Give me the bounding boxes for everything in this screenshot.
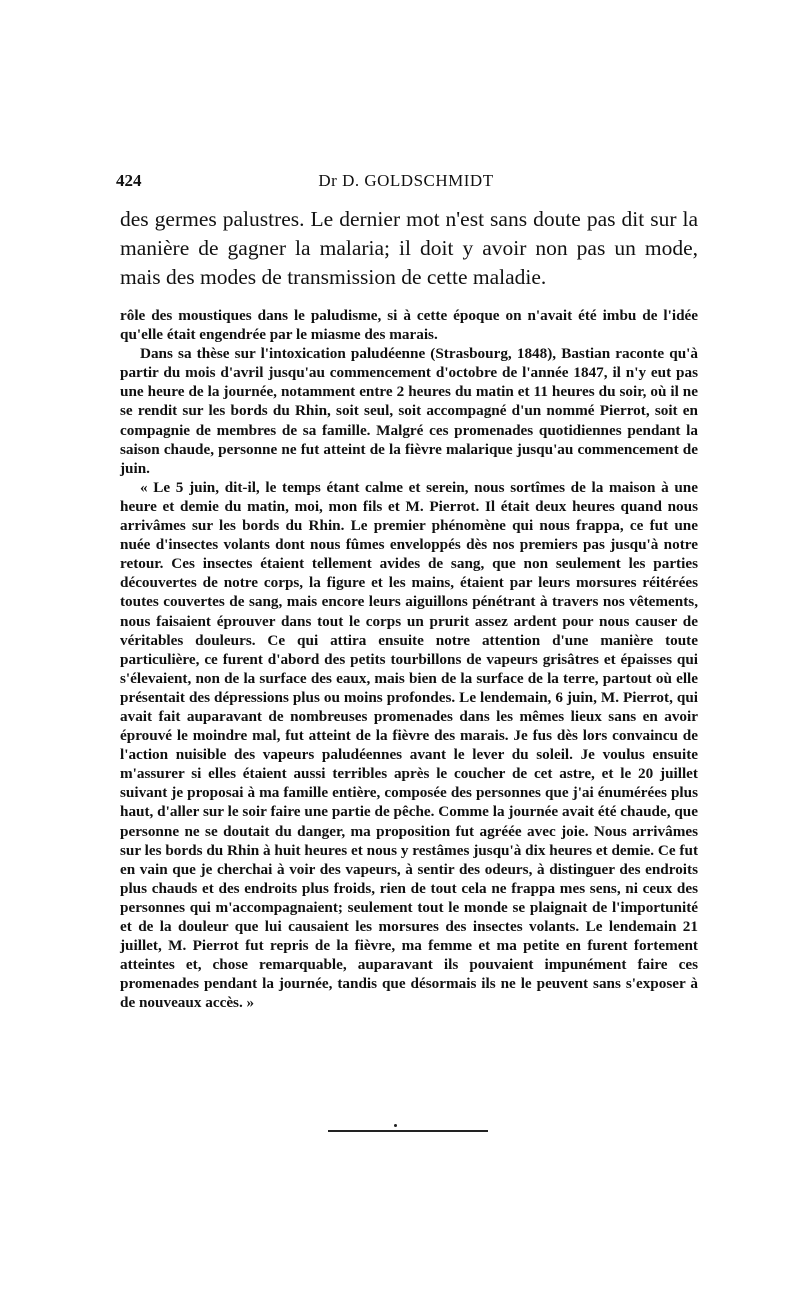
body-paragraph-bastian: Dans sa thèse sur l'intoxication paludéenne (Strasbourg, 1848), Bastian raconte qu'à partir du mois d'avril jusqu'au commencement d'octobre de l'année 1847, il n'y eut pas une heure de la journée, notamment entre 2 heures du matin et 11 heures du soir, où il ne se rendit sur les bords du Rhin, soit seul, soit accompagné d'un nommé Pierrot, soit en compagnie de membres de sa famille. Malgré ces promenades quotidiennes pendant la saison chaude, personne ne fut atteint de la fièvre malarique jusqu'au commencement de juin. xyxy=(120,345,698,477)
page-number: 424 xyxy=(116,171,142,190)
rule-dot xyxy=(394,1124,397,1127)
body-paragraph-quotation: « Le 5 juin, dit-il, le temps étant calme et serein, nous sortîmes de la maison à une heure et demie du matin, moi, mon fils et M. Pierrot. Il était deux heures quand nous arrivâmes sur les bords du Rhin. Le premier phénomène qui nous frappa, ce fut une nuée d'insectes volants dont nous fûmes enveloppés dès nos premiers pas jusqu'à notre retour. Ces insectes étaient tellement avides de sang, que non seulement les parties découvertes de notre corps, la figure et les mains, étaient par leurs morsures réitérées toutes couvertes de sang, mais encore leurs aiguillons pénétrant à travers nos vêtements, nous faisaient éprouver dans tout le corps un prurit assez ardent pour nous causer de véritables douleurs. Ce qui attira ensuite notre attention d'une manière toute particulière, ce furent d'abord des petits tourbillons de vapeurs grisâtres et épaisses qui s'élevaient, non de la surface des eaux, mais bien de la surface de la terre, partout où elle présentait des dépressions plus ou moins profondes. Le lendemain, 6 juin, M. Pierrot, qui avait fait auparavant de nombreuses promenades dans les mêmes lieux sans en avoir éprouvé le moindre mal, fut atteint de la fièvre des marais. Je fus dès lors convaincu de l'action nuisible des vapeurs paludéennes avant le lever du soleil. Je voulus ensuite m'assurer si elles étaient aussi terribles après le coucher de cet astre, et le 20 juillet suivant je proposai à ma famille entière, composée des personnes que j'ai énumérées plus haut, d'aller sur le soir faire une partie de pêche. Comme la journée avait été chaude, que personne ne se doutait du danger, ma proposition fut agréée avec joie. Nous arrivâmes sur les bords du Rhin à huit heures et nous y restâmes jusqu'à dix heures et demie. Ce fut en vain que je cherchai à voir des vapeurs, à sentir des odeurs, à distinguer des endroits plus chauds et des endroits plus froids, rien de tout cela ne frappa mes sens, ni ceux des personnes qui m'accompagnaient; seulement tout le monde se plaignait de l'importunité et de la douleur que lui causaient les morsures des insectes volants. Le lendemain 21 juillet, M. Pierrot fut repris de la fièvre, ma femme et ma petite en furent fortement atteintes et, chose remarquable, auparavant ils pouvaient impunément faire ces promenades pendant la journée, tandis que désormais ils ne le peuvent sans s'exposer à de nouveaux accès. » xyxy=(120,478,698,1012)
body-paragraph-continuation: rôle des moustiques dans le paludisme, si à cette époque on n'avait été imbu de l'idée qu'elle était engendrée par le miasme des marais. xyxy=(120,307,698,344)
page-header xyxy=(116,171,696,193)
running-head: Dr D. GOLDSCHMIDT xyxy=(318,171,494,190)
rule-line xyxy=(328,1130,488,1132)
lead-paragraph: des germes palustres. Le dernier mot n'est sans doute pas dit sur la manière de gagner la malaria; il doit y avoir non pas un mode, mais des modes de transmission de cette maladie. xyxy=(120,207,698,289)
section-end-rule xyxy=(328,1124,488,1136)
body-text xyxy=(120,306,698,1012)
